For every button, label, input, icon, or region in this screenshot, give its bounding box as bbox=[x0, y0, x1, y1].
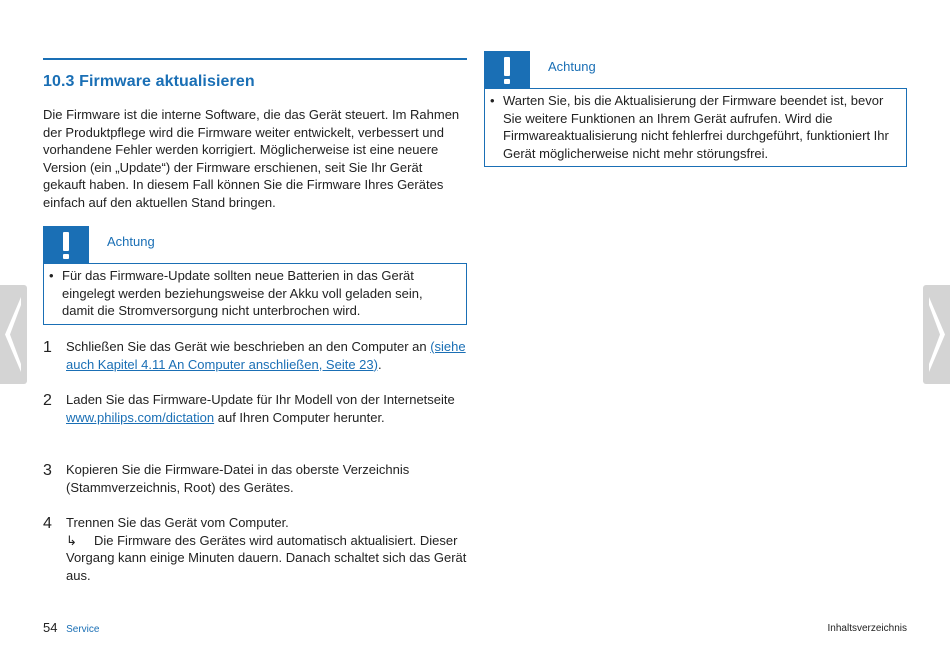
previous-page-button[interactable] bbox=[0, 285, 27, 384]
bullet: • bbox=[49, 268, 54, 283]
caution-title: Achtung bbox=[548, 59, 596, 74]
step-text: Kopieren Sie die Firmware-Datei in das oberste Verzeichnis (Stammverzeichnis, Root) des Gerätes. bbox=[66, 462, 410, 495]
intro-paragraph: Die Firmware ist die interne Software, die das Gerät steuert. Im Rahmen der Produktpflege wird die Firmware weiter entwickelt, verbessert und vorhandene Fehler werden korrigiert. Möglicherweise ist eine neuere Version (ein „Update“) der Firmware erschienen, seit Sie Ihr Gerät gekauft haben. In diesem Fall können Sie die Firmware Ihres Gerätes einfach auf den aktuellen Stand bringen. bbox=[43, 107, 460, 210]
table-of-contents-link[interactable]: Inhaltsverzeichnis bbox=[827, 623, 907, 634]
page-number: 54 bbox=[43, 620, 58, 635]
bullet: • bbox=[490, 93, 495, 108]
chapter-reference-link[interactable]: (siehe auch Kapitel 4.11 An Computer anschließen, Seite 23) bbox=[66, 339, 466, 372]
step-text-end: auf Ihren Computer herunter. bbox=[214, 409, 385, 425]
caution-text: Für das Firmware-Update sollten neue Batterien in das Gerät eingelegt werden beziehungsweise der Akku voll geladen sein, damit die Stromversorgung nicht unterbrochen wird. bbox=[62, 268, 423, 318]
step-number: 1 bbox=[43, 339, 52, 356]
left-column bbox=[43, 58, 467, 211]
step-item bbox=[43, 338, 467, 391]
page-footer bbox=[43, 620, 99, 635]
footer-section-name: Service bbox=[66, 624, 100, 635]
section-rule bbox=[43, 58, 467, 60]
chevron-right-icon bbox=[923, 285, 950, 384]
step-number: 4 bbox=[43, 515, 52, 532]
caution-body bbox=[43, 263, 467, 325]
exclamation-icon bbox=[43, 226, 89, 264]
step-item bbox=[43, 461, 467, 514]
step-text-end: . bbox=[377, 356, 382, 372]
step-result-text: Die Firmware des Gerätes wird automatisch aktualisiert. Dieser Vorgang kann einige Minuten dauern. Danach schaltet sich das Gerät aus. bbox=[66, 532, 467, 583]
step-text: Laden Sie das Firmware-Update für Ihr Modell von der Internetseite bbox=[66, 392, 455, 407]
chevron-left-icon bbox=[0, 285, 27, 384]
next-page-button[interactable] bbox=[923, 285, 950, 384]
step-text: Schließen Sie das Gerät wie beschrieben an den Computer an bbox=[66, 339, 431, 354]
step-item bbox=[43, 391, 467, 461]
website-link[interactable]: www.philips.com/dictation bbox=[66, 409, 215, 425]
step-number: 3 bbox=[43, 462, 52, 479]
section-number: 10.3 bbox=[43, 73, 75, 90]
step-list bbox=[43, 338, 467, 584]
section-heading bbox=[43, 73, 467, 91]
result-arrow-icon: ↳ bbox=[66, 532, 77, 548]
exclamation-icon bbox=[484, 51, 530, 89]
step-item bbox=[43, 514, 467, 584]
caution-text: Warten Sie, bis die Aktualisierung der Firmware beendet ist, bevor Sie weitere Funktionen an Ihrem Gerät aufrufen. Wird die Firmwareaktualisierung nicht fehlerfrei durchgeführt, funktioniert Ihr Gerät möglicherweise nicht mehr störungsfrei. bbox=[503, 93, 889, 161]
step-text: Trennen Sie das Gerät vom Computer. bbox=[66, 515, 289, 530]
step-number: 2 bbox=[43, 392, 52, 409]
caution-body bbox=[484, 88, 907, 167]
section-title: Firmware aktualisieren bbox=[79, 73, 255, 90]
caution-title: Achtung bbox=[107, 234, 155, 249]
